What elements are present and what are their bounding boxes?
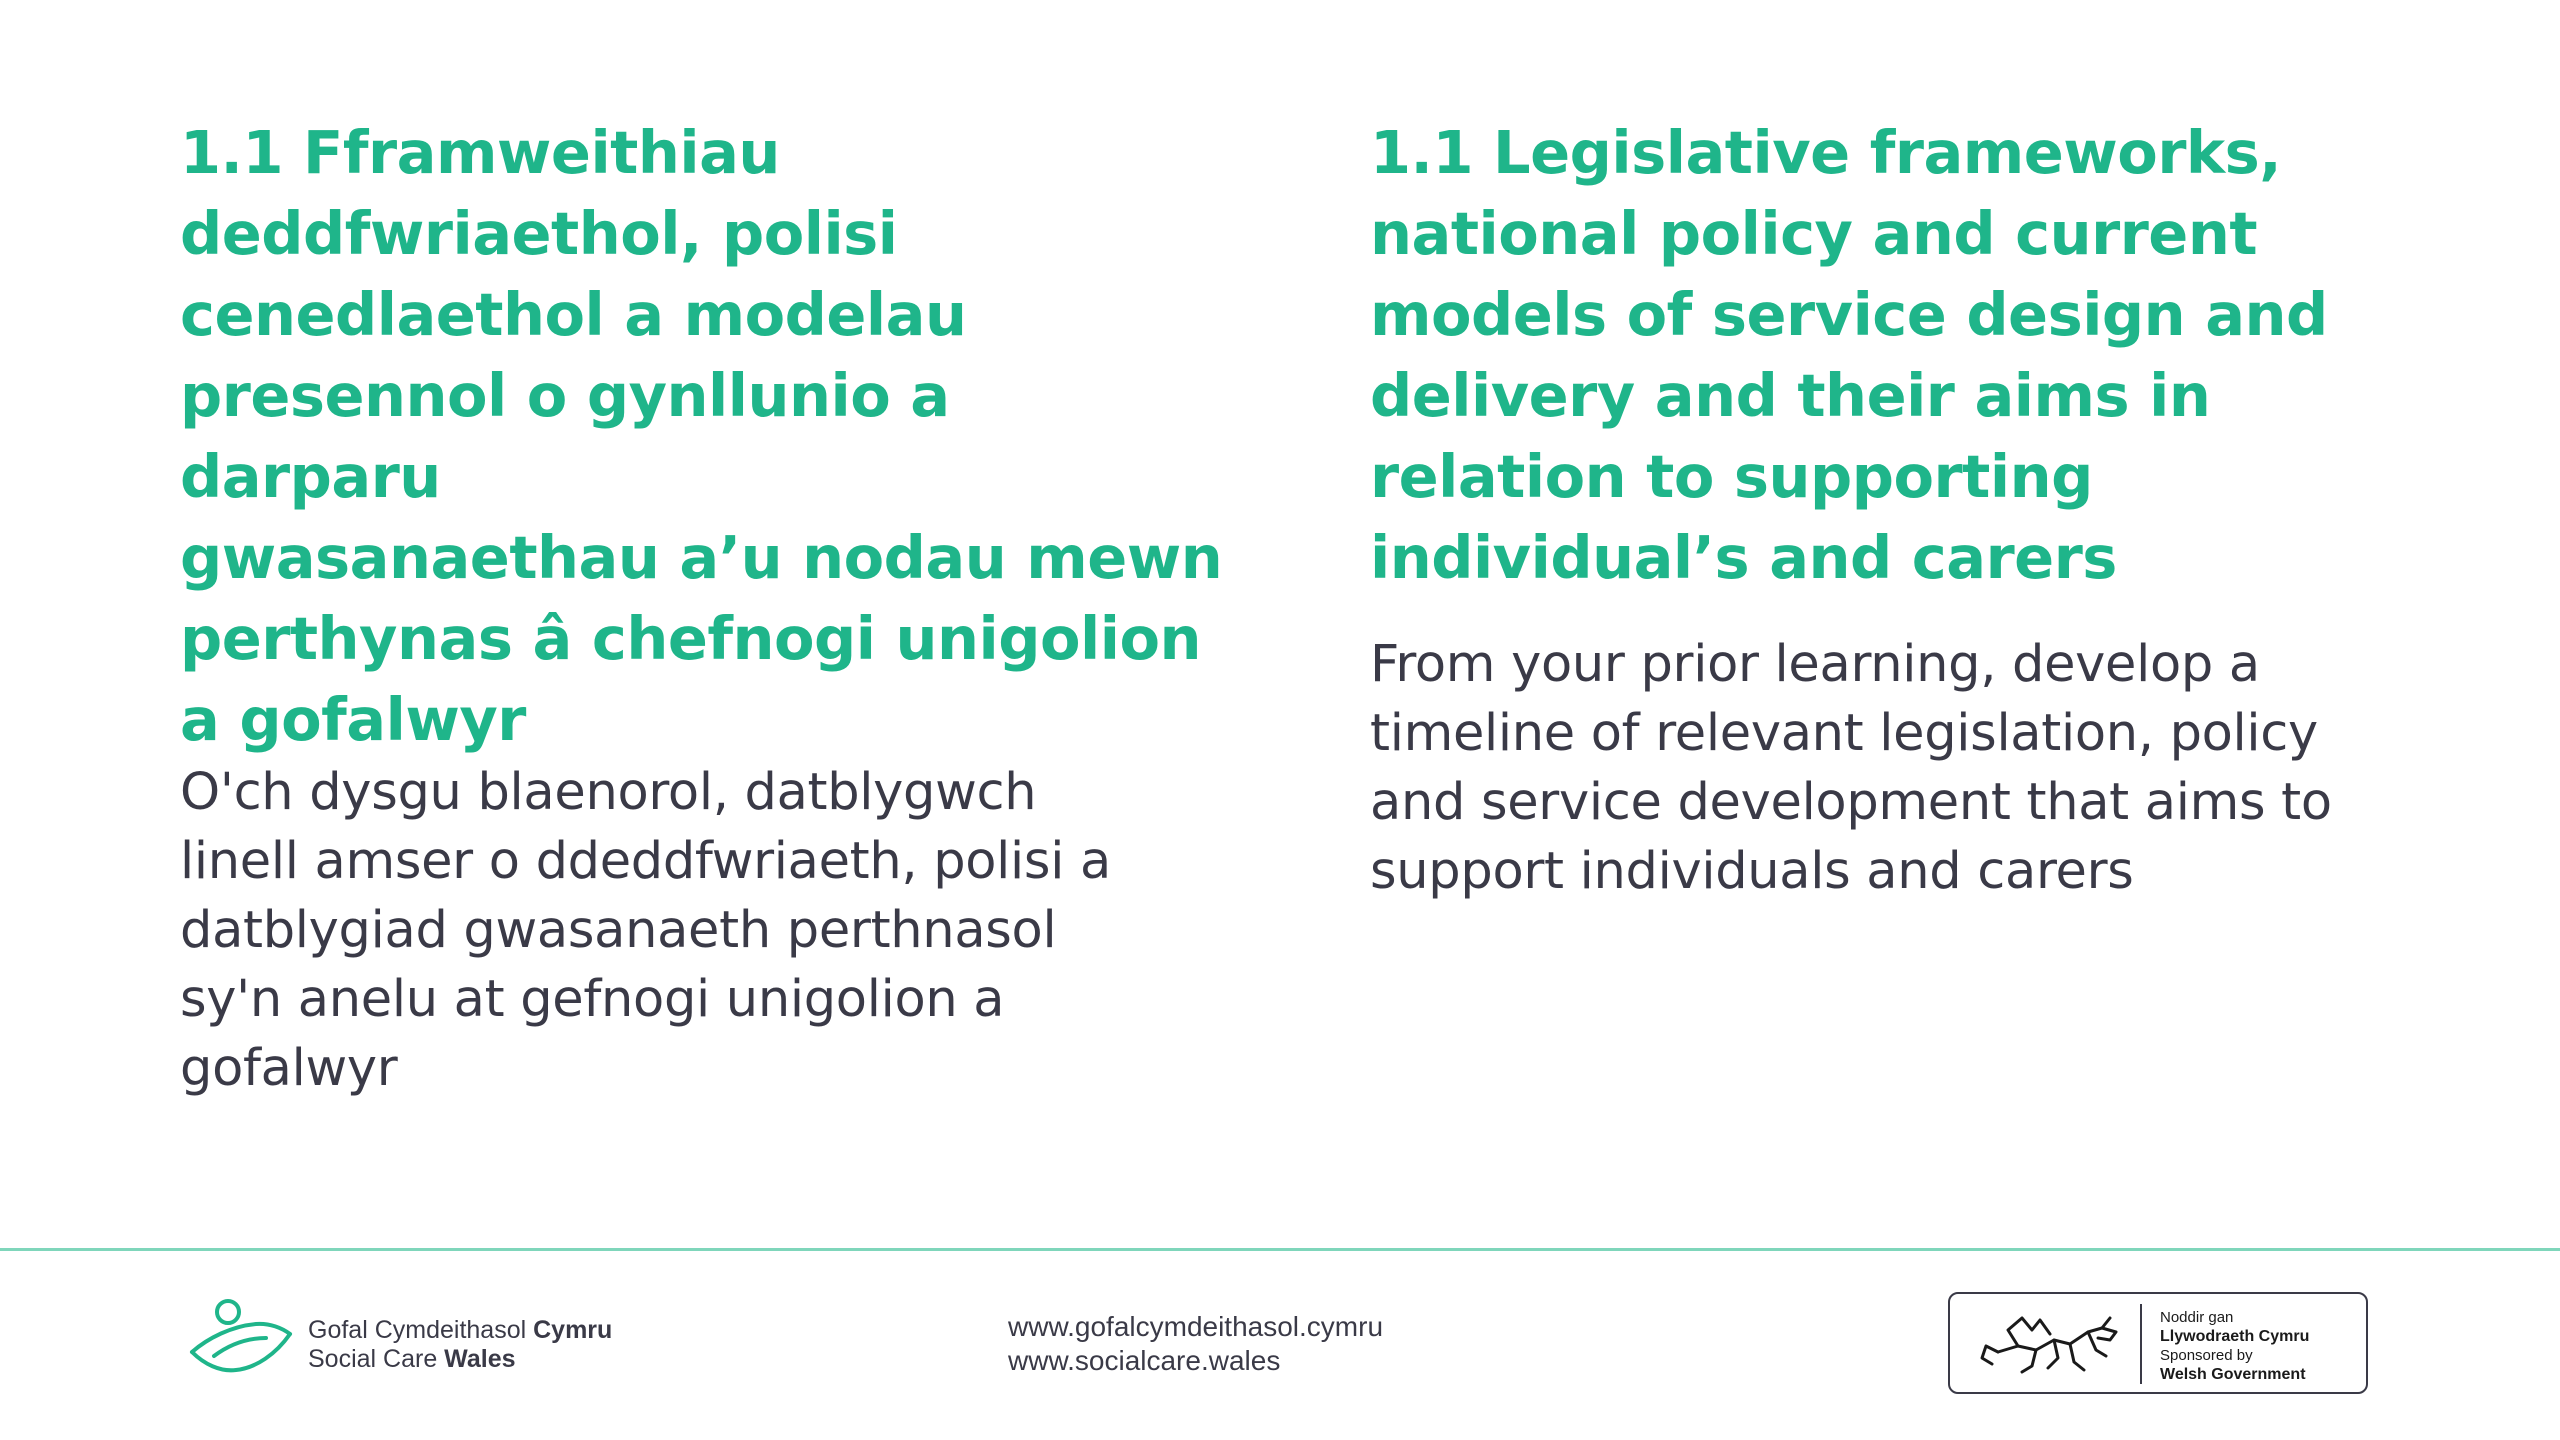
welsh-column bbox=[180, 112, 1230, 1103]
welsh-website-link[interactable]: www.gofalcymdeithasol.cymru bbox=[1008, 1311, 1384, 1342]
sponsor-text bbox=[2160, 1308, 2309, 1384]
welsh-body bbox=[180, 758, 1230, 1103]
welsh-dragon-icon bbox=[1978, 1306, 2128, 1382]
welsh-body-line: sy'n anelu at gefnogi unigolion a bbox=[180, 970, 1005, 1029]
welsh-heading-line: gwasanaethau a’u nodau mewn bbox=[180, 523, 1223, 592]
welsh-government-sponsor-badge bbox=[1948, 1292, 2368, 1394]
english-body bbox=[1370, 630, 2400, 906]
english-heading-line: models of service design and bbox=[1370, 280, 2328, 349]
english-heading bbox=[1370, 112, 2400, 598]
english-body-line: support individuals and carers bbox=[1370, 842, 2134, 901]
english-heading-line: national policy and current bbox=[1370, 199, 2258, 268]
sponsor-welsh-label: Noddir gan bbox=[2160, 1309, 2234, 1326]
sponsor-welsh-name: Llywodraeth Cymru bbox=[2160, 1328, 2310, 1345]
welsh-heading-line: deddfwriaethol, polisi bbox=[180, 199, 898, 268]
welsh-heading-line: a gofalwyr bbox=[180, 685, 526, 754]
welsh-heading-line: cenedlaethol a modelau bbox=[180, 280, 967, 349]
english-column bbox=[1370, 112, 2400, 906]
welsh-body-line: linell amser o ddeddfwriaeth, polisi a bbox=[180, 832, 1111, 891]
english-body-line: From your prior learning, develop a bbox=[1370, 635, 2260, 694]
logo-line1-bold: Cymru bbox=[533, 1316, 613, 1344]
logo-line2-bold: Wales bbox=[444, 1345, 516, 1373]
english-body-line: and service development that aims to bbox=[1370, 773, 2332, 832]
welsh-body-line: datblygiad gwasanaeth perthnasol bbox=[180, 901, 1057, 960]
social-care-wales-logo-icon bbox=[186, 1298, 296, 1382]
english-heading-line: relation to supporting bbox=[1370, 442, 2093, 511]
english-website-link[interactable]: www.socialcare.wales bbox=[1008, 1345, 1281, 1376]
english-heading-line: individual’s and carers bbox=[1370, 523, 2117, 592]
logo-line2-regular: Social Care bbox=[308, 1345, 445, 1373]
welsh-heading-line: perthynas â chefnogi unigolion bbox=[180, 604, 1202, 673]
logo-wordmark bbox=[308, 1316, 612, 1374]
english-heading-line: 1.1 Legislative frameworks, bbox=[1370, 118, 2282, 187]
sponsor-english-name: Welsh Government bbox=[2160, 1366, 2306, 1383]
sponsor-english-label: Sponsored by bbox=[2160, 1347, 2253, 1364]
english-heading-line: delivery and their aims in bbox=[1370, 361, 2211, 430]
welsh-body-line: O'ch dysgu blaenorol, datblygwch bbox=[180, 763, 1037, 822]
logo-line1-regular: Gofal Cymdeithasol bbox=[308, 1316, 534, 1344]
social-care-wales-logo bbox=[186, 1298, 706, 1382]
welsh-heading bbox=[180, 112, 1230, 760]
welsh-body-line: gofalwyr bbox=[180, 1039, 398, 1098]
sponsor-divider bbox=[2140, 1304, 2142, 1384]
english-body-line: timeline of relevant legislation, policy bbox=[1370, 704, 2318, 763]
footer-urls bbox=[1008, 1310, 1383, 1378]
footer-divider bbox=[0, 1248, 2560, 1251]
welsh-heading-line: presennol o gynllunio a darparu bbox=[180, 361, 950, 511]
welsh-heading-line: 1.1 Fframweithiau bbox=[180, 118, 780, 187]
